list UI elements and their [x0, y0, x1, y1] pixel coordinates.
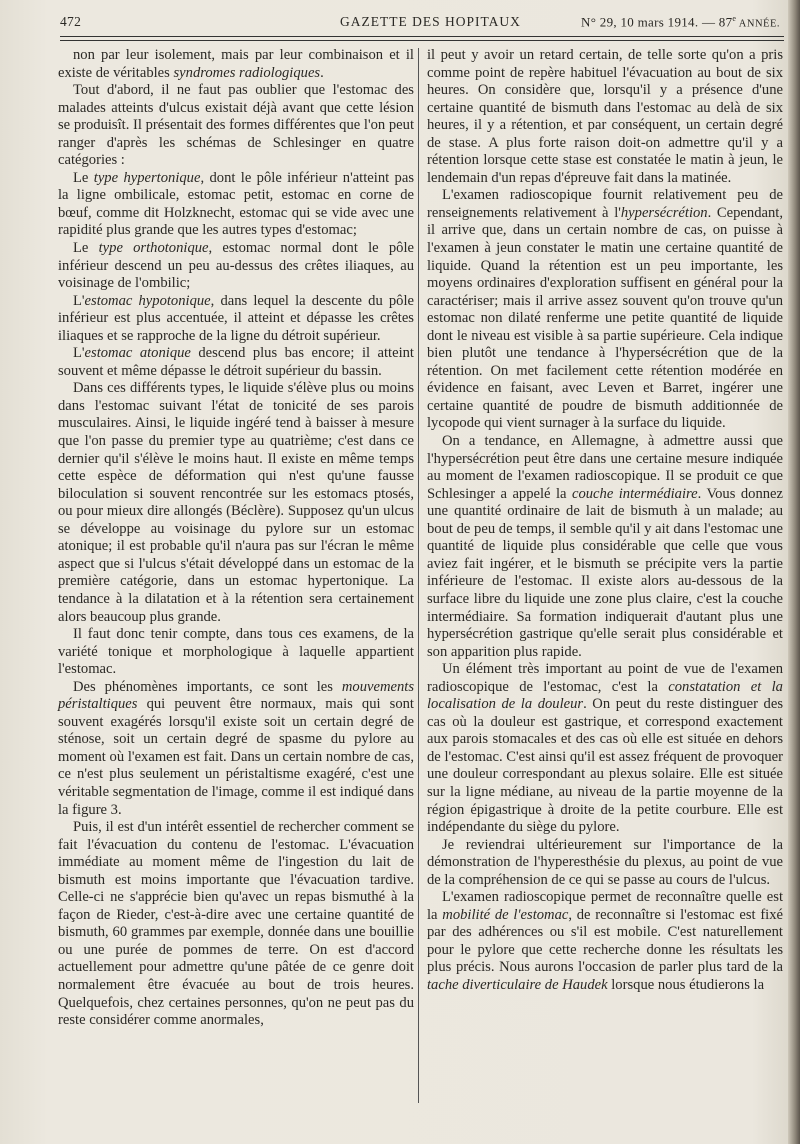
paragraph: [58, 380, 414, 626]
paragraph: [58, 82, 414, 170]
paragraph: [58, 47, 414, 82]
italic-term: type hypertonique: [93, 169, 201, 186]
left-column: [58, 47, 414, 1030]
text-run: , dans lequel la descente du pôle inférieur est plus accentuée, il atteint et dépasse les crêtes iliaques et se rapproche de la ligne du détroit supérieur.: [58, 292, 414, 344]
paragraph: [58, 240, 414, 293]
text-run: qui peuvent être normaux, mais qui sont souvent exagérés lorsqu'il existe soit un certain degré de sténose, soit un certain degré de spasme du pylore au moment où l'examen est fait. Dans un certain nombre de cas, ce n'est plus seulement un péristaltisme exagéré, c'est une véritable segmentation de l'image, comme il est indiqué dans la figure 3.: [58, 696, 414, 818]
issue-line: [581, 14, 780, 30]
text-run: Il faut donc tenir compte, dans tous ces examens, de la variété tonique et morphologique à laquelle appartient l'estomac.: [58, 626, 414, 678]
issue-ordinal: e: [732, 14, 737, 23]
text-run: Tout d'abord, il ne faut pas oublier que l'estomac des malades atteints d'ulcus existait déjà avant que cette lésion se produisît. Il présentait des formes différentes que l'on peut ranger d'après les schémas de Schlesinger en quatre catégories :: [58, 82, 414, 169]
italic-term: mouvements péristaltiques: [58, 678, 414, 713]
paragraph: [58, 819, 414, 1030]
italic-term: estomac atonique: [84, 345, 191, 362]
header-rule-thick: [60, 36, 784, 37]
page-number: 472: [60, 14, 82, 29]
paragraph: [58, 170, 414, 240]
paragraph: [427, 661, 783, 836]
running-header: [60, 14, 786, 34]
paragraph: [427, 433, 783, 661]
paragraph: [58, 679, 414, 819]
text-run: il peut y avoir un retard certain, de telle sorte qu'on a pris comme point de repère habituel l'évacuation au bout de six heures. On considère que, lorsqu'il y a présence d'une certaine quantité de bismuth dans l'estomac au delà de six heures, il y a rétention, et par conséquent, un certain degré de stase. A plus forte raison doit-on admettre qu'il y a rétention lorsque cette stase est constatée le matin à jeun, le lendemain d'un repas d'épreuve fait dans la matinée.: [427, 47, 783, 186]
text-run: . Cependant, il arrive que, dans un certain nombre de cas, on puisse à l'examen à jeun constater le matin une certaine quantité de liquide. Quand la rétention est un peu importante, les moyens ordinaires d'exploration suffisent en général pour la caractériser; mais il arrive assez souvent qu'on trouve qu'un estomac non dilaté renferme une petite quantité de liquide dont le niveau est visible à sa partie supérieure. Cela indique bien plutôt une tendance à l'hypersécrétion que de la rétention. On met facilement cette rétention modérée en évidence en faisant, avec Leven et Barret, ingérer une certaine quantité de poudre de bismuth additionnée de lycopode qui vient surnager à la surface du liquide.: [427, 204, 783, 432]
text-run: Le: [73, 240, 99, 257]
text-run: lorsque nous étudierons la: [607, 976, 765, 993]
text-run: Le: [73, 169, 94, 186]
text-run: Puis, il est d'un intérêt essentiel de rechercher comment se fait l'évacuation du contenu de l'estomac. L'évacuation immédiate au moment même de l'ingestion du lait de bismuth est moins importante que l'évacuation tardive. Celle-ci ne s'apprécie bien qu'avec un repas bismuthé à la façon de Rieder, c'est-à-dire avec une certaine quantité de bismuth, 60 grammes par exemple, donnée dans une bouillie ou une purée de pommes de terre. On est d'accord actuellement pour admettre qu'une pâtée de ce genre doit normalement être évacuée au bout de trois heures. Quelquefois, chez certaines personnes, qu'on ne peut pas du reste considérer comme anormales,: [58, 819, 414, 1029]
text-run: , estomac normal dont le pôle inférieur descend un peu au-dessus des crêtes iliaques, au voisinage de l'ombilic;: [58, 240, 414, 292]
paragraph: [427, 47, 783, 187]
italic-term: couche intermédiaire: [571, 485, 698, 502]
text-run: Je reviendrai ultérieurement sur l'importance de la démonstration de l'hyperesthésie du plexus, au point de vue de la compréhension de ce qui se passe au cours de l'ulcus.: [427, 836, 783, 888]
paragraph: [427, 837, 783, 890]
text-run: . On peut du reste distinguer des cas où la douleur est gastrique, et correspond exactement aux parois stomacales et des cas où elle est située en dehors de l'estomac. C'est ainsi qu'il est assez fréquent de provoquer une douleur correspondant au plexus solaire. Elle est située sur la ligne médiane, au niveau de la partie moyenne de la région épigastrique à droite de la petite courbure. Elle est indépendante du siège du pylore.: [427, 696, 784, 836]
text-run: Dans ces différents types, le liquide s'élève plus ou moins dans l'estomac suivant l'état de tonicité de ses parois musculaires. Ainsi, le liquide ingéré tend à baisser à mesure que l'on passe du premier type au quatrième; c'est dans ce dernier qu'il s'élève le moins haut. Il existe en même temps cette espèce de déformation qui n'est qu'une fausse biloculation si souvent rencontrée sur les estomacs ptosés, ou pour mieux dire allongés (Béclère). Supposez qu'un ulcus se développe au voisinage du pylore sur un estomac atonique; il est probable qu'il n'aura pas sur l'écran le même aspect que si l'ulcus s'était développé dans un estomac de la première catégorie, dans un estomac hypertonique. La tendance à la dilatation et à la rétention sera certainement alors beaucoup plus grande.: [58, 380, 414, 625]
paragraph: [58, 293, 414, 346]
italic-term: tache diverticulaire de Haudek: [427, 976, 608, 993]
column-divider: [418, 48, 419, 1103]
header-rule-thin: [60, 40, 784, 41]
paragraph: [58, 345, 414, 380]
text-run: .: [320, 64, 324, 81]
italic-term: mobilité de l'estomac: [442, 906, 569, 923]
text-run: On a tendance, en Allemagne, à admettre aussi que l'hypersécrétion peut être dans une certaine mesure indiquée au moment de l'examen radioscopique. Il se produit ce que Schlesinger a appelé la: [427, 433, 783, 502]
paragraph: [427, 187, 783, 433]
text-run: L'examen radioscopique permet de reconnaître quelle est la: [427, 889, 783, 923]
text-run: descend plus bas encore; il atteint souvent et même dépasse le détroit supérieur du bassin.: [58, 345, 414, 379]
paragraph: [427, 889, 783, 994]
text-run: Un élément très important au point de vue de l'examen radioscopique de l'estomac, c'est la: [427, 661, 783, 695]
text-run: , dont le pôle inférieur n'atteint pas la ligne ombilicale, estomac petit, estomac en corne de bœuf, comme dit Holzknecht, estomac qui se vide avec une rapidité plus grande que les autres types d'estomac;: [58, 169, 414, 239]
issue-date: N° 29, 10 mars 1914. — 87: [581, 14, 733, 30]
text-run: , de reconnaître si l'estomac est fixé par des adhérences ou s'il est mobile. C'est naturellement pour le pylore que cette recherche donne les résultats les plus précis. Nous aurons l'occasion de parler plus tard de la: [427, 906, 784, 976]
paragraph: [58, 626, 414, 679]
text-run: L': [73, 345, 85, 362]
journal-title: GAZETTE DES HOPITAUX: [340, 14, 521, 29]
italic-term: estomac hypotonique: [84, 292, 211, 309]
italic-term: type orthotonique: [98, 240, 209, 257]
text-run: . Vous donnez une quantité ordinaire de lait de bismuth à un malade; au bout de peu de temps, il semble qu'il y ait dans l'estomac une quantité de liquide plus considérable que celle que vous aviez fait ingérer, et le bismuth se précipite vers la partie inférieure de l'estomac. Il existe alors au-dessous de la surface libre du liquide une zone plus claire, c'est la couche intermédiaire. Sa formation indiquerait d'autant plus une hypersécrétion gastrique qu'elle serait plus considérable et son apparition plus rapide.: [427, 485, 783, 660]
text-run: L'examen radioscopique fournit relativement peu de renseignements relativement à l': [427, 187, 783, 221]
right-column: [427, 47, 783, 995]
italic-term: hypersécrétion: [620, 204, 708, 221]
italic-term: constatation et la localisation de la douleur: [427, 678, 783, 713]
text-run: L': [73, 292, 85, 309]
text-run: non par leur isolement, mais par leur combinaison et il existe de véritables: [58, 47, 414, 81]
italic-term: syndromes radiologiques: [173, 64, 321, 81]
issue-year-label: ANNÉE.: [736, 18, 780, 30]
book-spine-shadow: [788, 0, 800, 1144]
text-run: Des phénomènes importants, ce sont les: [73, 678, 342, 695]
